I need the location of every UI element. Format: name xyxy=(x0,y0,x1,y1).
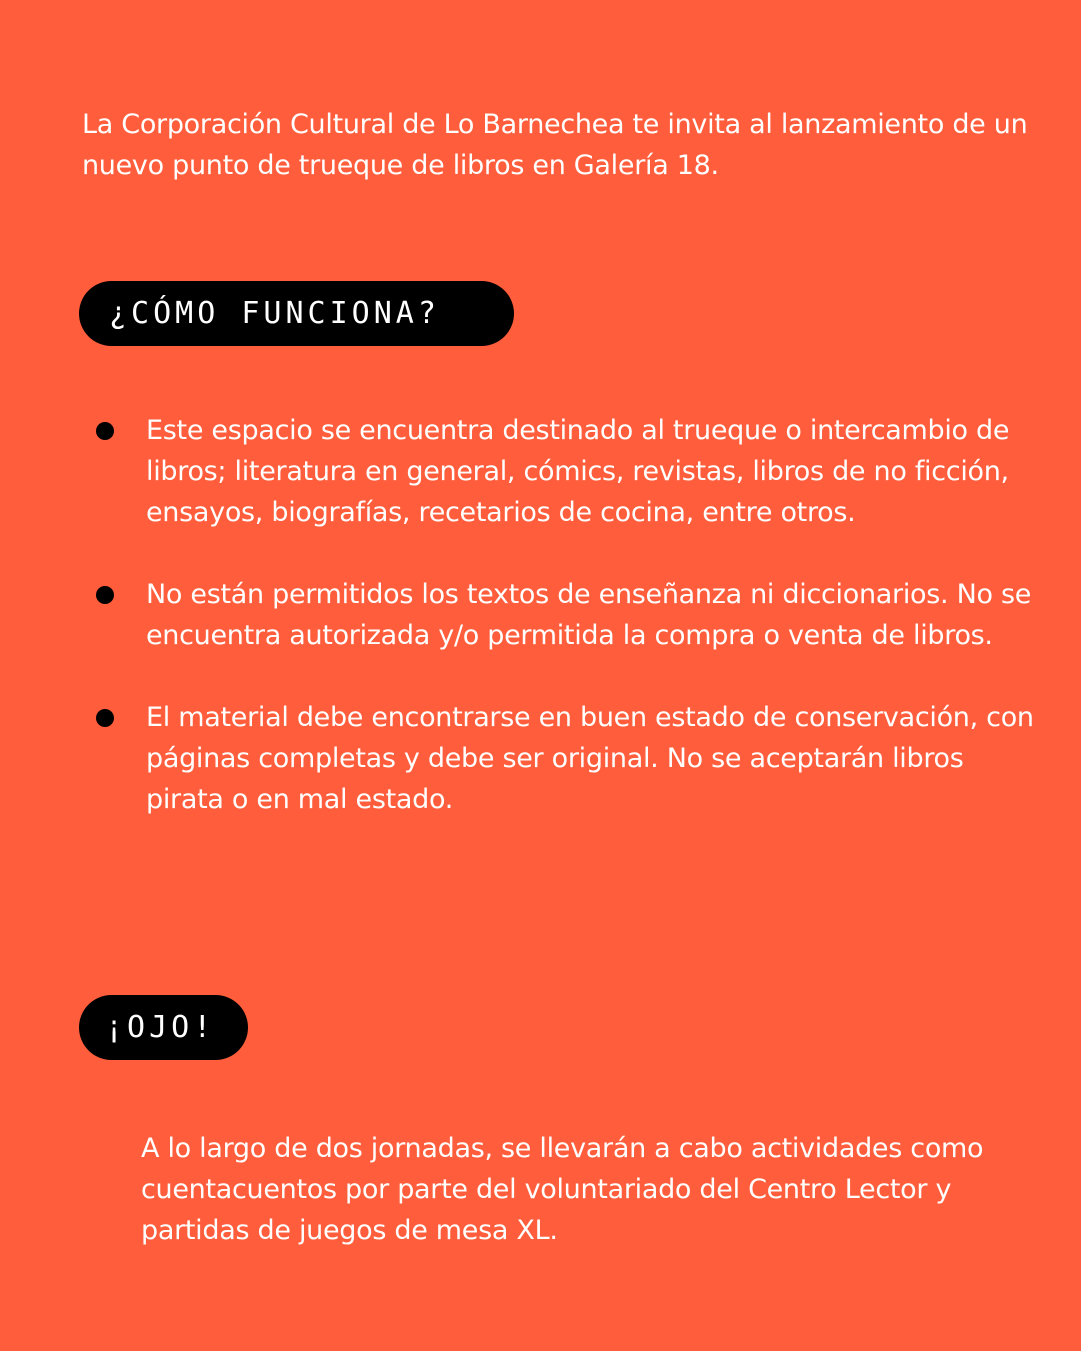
bullet-dot-icon xyxy=(96,586,114,604)
list-item-text: Este espacio se encuentra destinado al trueque o intercambio de libros; literatura en general, cómics, revistas, libros de no ficción, ensayos, biografías, recetarios de cocina, entre otros. xyxy=(146,415,1010,528)
intro-paragraph: La Corporación Cultural de Lo Barnechea te invita al lanzamiento de un nuevo punto de trueque de libros en Galería 18. xyxy=(82,109,1028,181)
list-item xyxy=(96,410,1036,533)
list-item xyxy=(96,574,1036,656)
list-item-text: El material debe encontrarse en buen estado de conservación, con páginas completas y debe ser original. No se aceptarán libros pirata o en mal estado. xyxy=(146,702,1034,815)
rules-list xyxy=(96,410,1036,861)
notice-paragraph: A lo largo de dos jornadas, se llevarán a cabo actividades como cuentacuentos por parte del voluntariado del Centro Lector y partidas de juegos de mesa XL. xyxy=(141,1133,984,1246)
how-it-works-heading: ¿CÓMO FUNCIONA? xyxy=(79,281,514,346)
bullet-dot-icon xyxy=(96,709,114,727)
list-item xyxy=(96,697,1036,820)
notice-heading: ¡OJO! xyxy=(79,995,248,1060)
bullet-dot-icon xyxy=(96,422,114,440)
list-item-text: No están permitidos los textos de enseñanza ni diccionarios. No se encuentra autorizada y/o permitida la compra o venta de libros. xyxy=(146,579,1032,651)
